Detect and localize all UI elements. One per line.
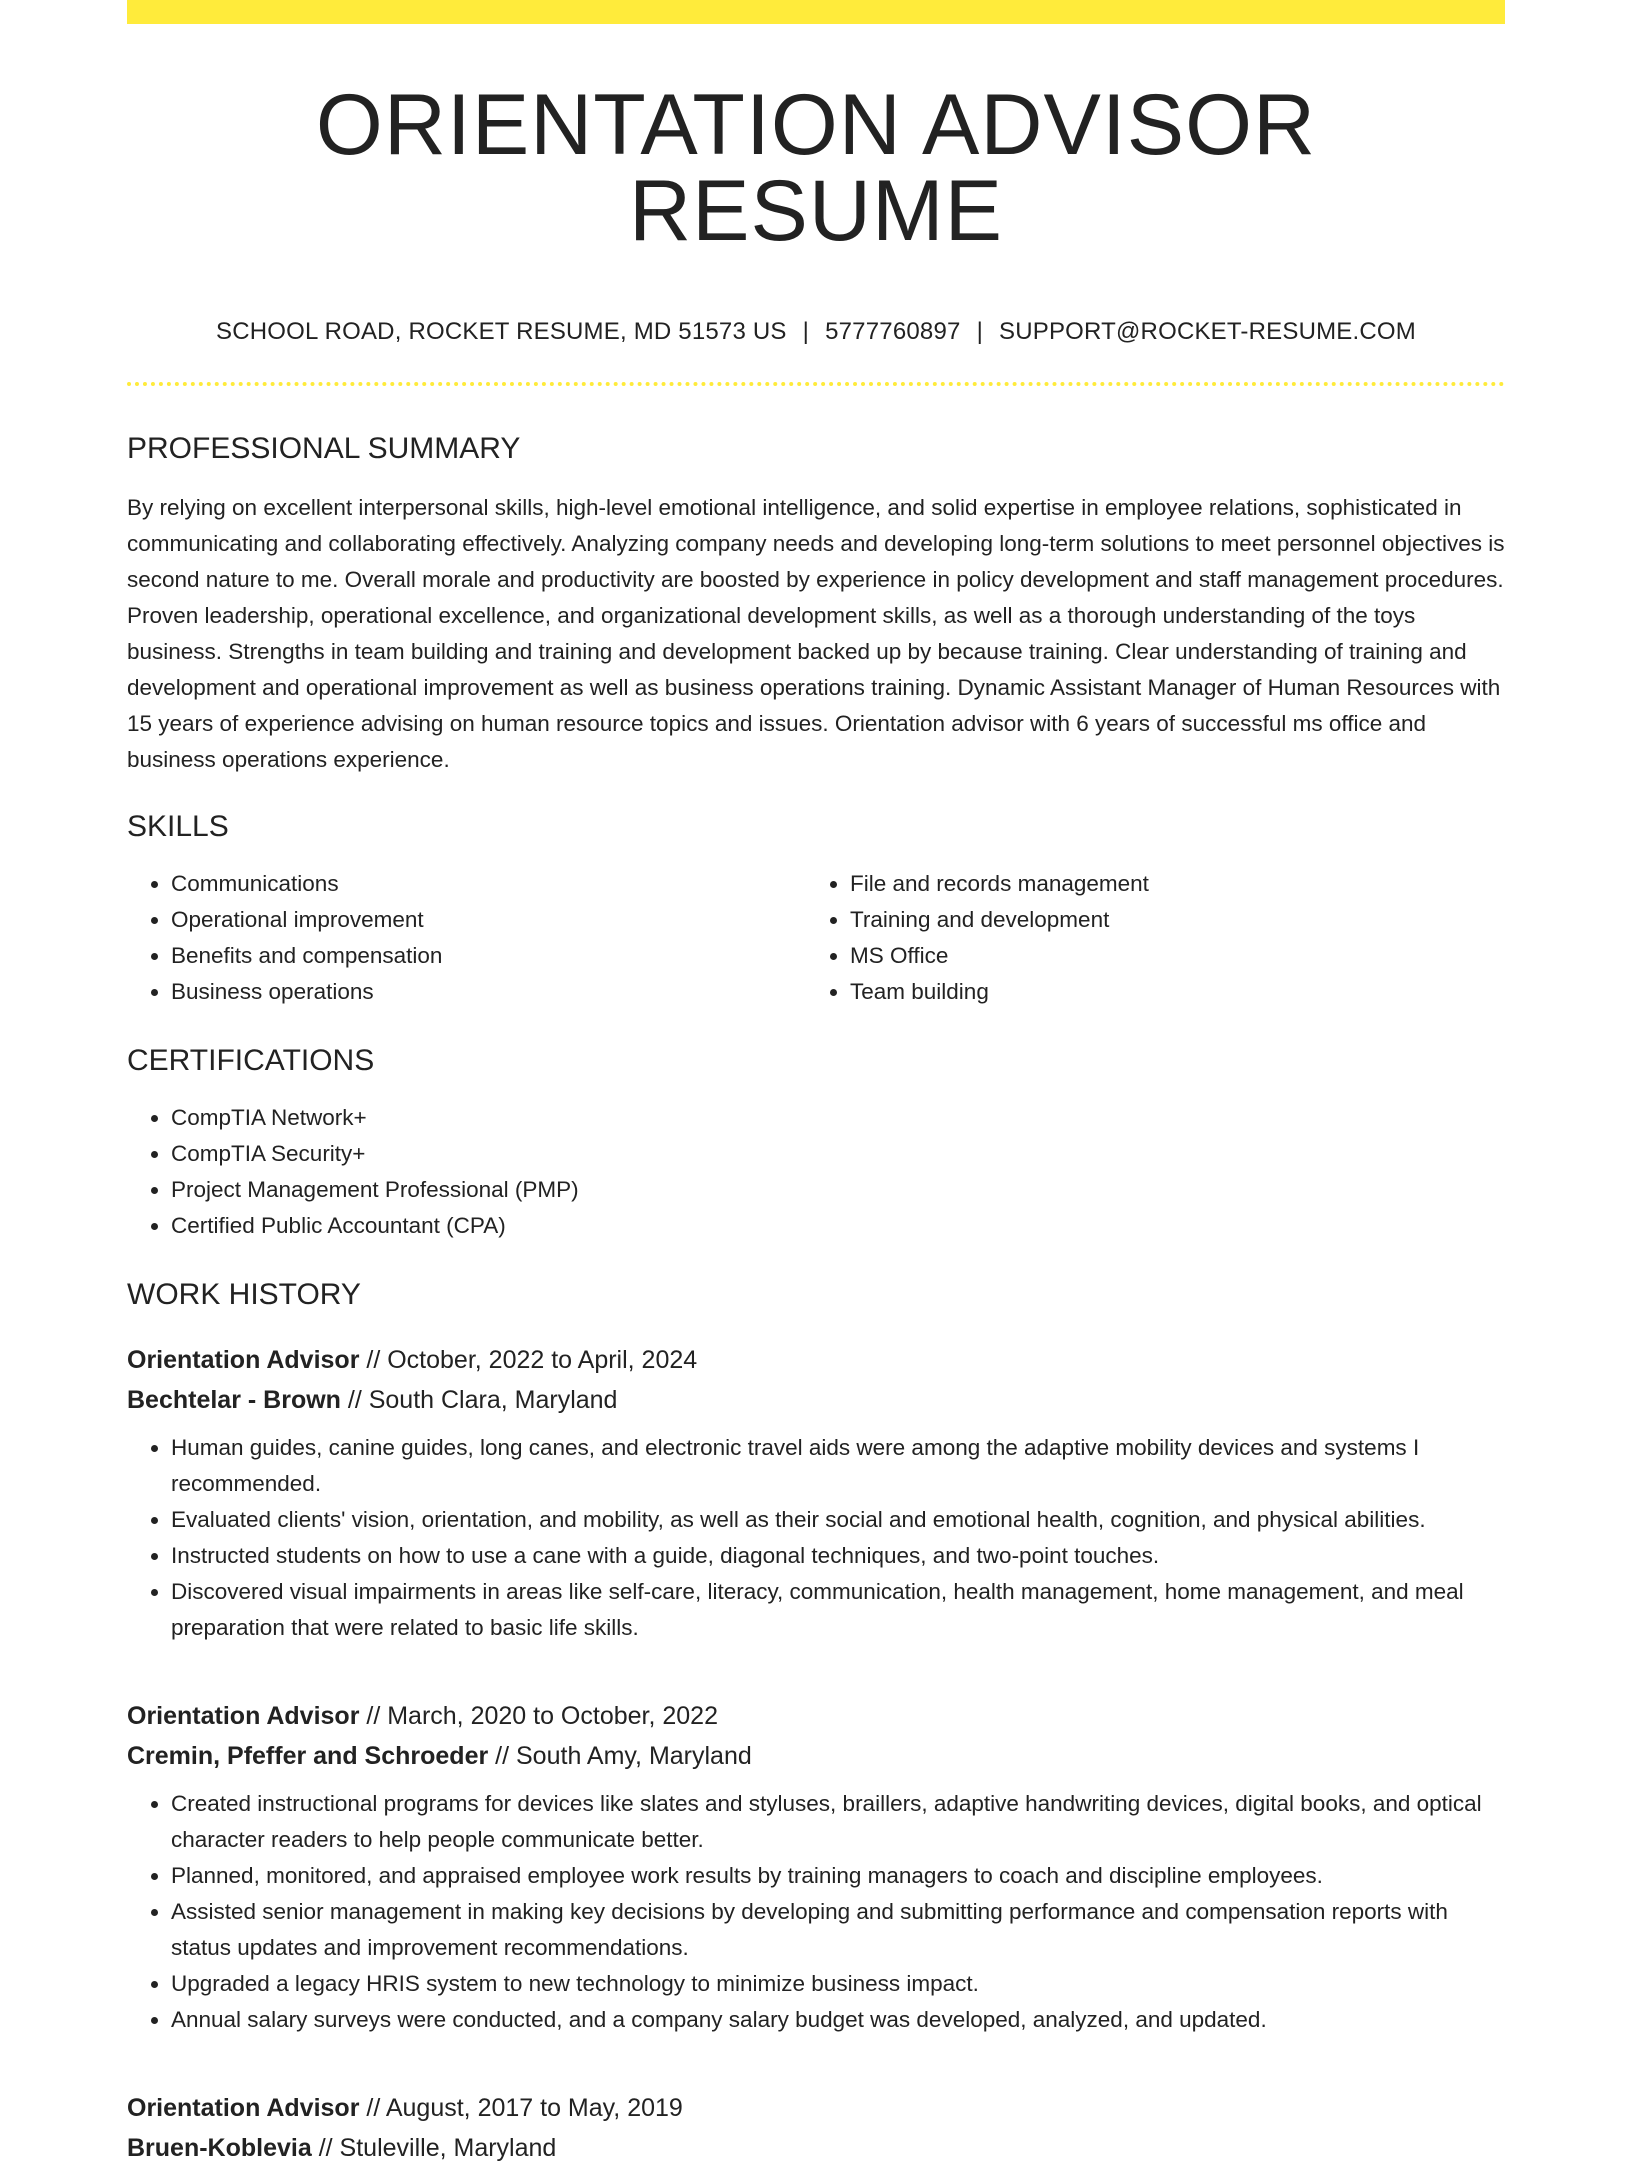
job-title: Orientation Advisor bbox=[127, 2094, 360, 2122]
summary-section bbox=[127, 434, 1505, 778]
skills-heading: SKILLS bbox=[127, 810, 229, 843]
skill-item: • Business operations bbox=[171, 974, 806, 1010]
job-title-line bbox=[127, 1340, 1505, 1380]
job-location: // South Clara, Maryland bbox=[347, 1386, 618, 1414]
job-location: // Stuleville, Maryland bbox=[318, 2134, 557, 2162]
job-bullet: • Created instructional programs for devices like slates and styluses, braillers, adaptive handwriting devices, digital books, and optical character readers to help people communicate better. bbox=[171, 1786, 1505, 1858]
certification-item: • Project Management Professional (PMP) bbox=[171, 1172, 1505, 1208]
skill-item: • Communications bbox=[171, 866, 806, 902]
job-entry bbox=[127, 2088, 1505, 2168]
job-bullet: • Upgraded a legacy HRIS system to new technology to minimize business impact. bbox=[171, 1966, 1505, 2002]
skills-column-left bbox=[127, 866, 806, 1010]
job-company-line bbox=[127, 2128, 1505, 2168]
job-entry bbox=[127, 1340, 1505, 1646]
job-company: Cremin, Pfeffer and Schroeder bbox=[127, 1742, 489, 1770]
job-company-line bbox=[127, 1380, 1505, 1420]
contact-line bbox=[127, 320, 1505, 344]
resume-page bbox=[127, 0, 1505, 2168]
skills-grid bbox=[127, 866, 1505, 1010]
certification-item: • Certified Public Accountant (CPA) bbox=[171, 1208, 1505, 1244]
job-bullets bbox=[127, 1786, 1505, 2038]
job-bullet: • Discovered visual impairments in areas like self-care, literacy, communication, health management, home management, and meal preparation that were related to basic life skills. bbox=[171, 1574, 1505, 1646]
job-bullet: • Instructed students on how to use a cane with a guide, diagonal techniques, and two-point touches. bbox=[171, 1538, 1505, 1574]
job-entry bbox=[127, 1696, 1505, 2038]
skill-item: • Operational improvement bbox=[171, 902, 806, 938]
contact-email: SUPPORT@ROCKET-RESUME.COM bbox=[999, 318, 1416, 345]
job-dates: // March, 2020 to October, 2022 bbox=[366, 1702, 718, 1730]
work-history-heading: WORK HISTORY bbox=[127, 1278, 361, 1311]
work-history-section bbox=[127, 1280, 1505, 2168]
certification-item: • CompTIA Security+ bbox=[171, 1136, 1505, 1172]
certifications-heading: CERTIFICATIONS bbox=[127, 1044, 375, 1077]
skill-item: • Team building bbox=[850, 974, 1485, 1010]
contact-address: SCHOOL ROAD, ROCKET RESUME, MD 51573 US bbox=[216, 318, 787, 345]
job-dates: // August, 2017 to May, 2019 bbox=[366, 2094, 683, 2122]
certifications-list bbox=[127, 1100, 1505, 1244]
job-bullet: • Evaluated clients' vision, orientation, and mobility, as well as their social and emotional health, cognition, and physical abilities. bbox=[171, 1502, 1505, 1538]
job-title-line bbox=[127, 2088, 1505, 2128]
job-company: Bruen-Koblevia bbox=[127, 2134, 312, 2162]
job-title: Orientation Advisor bbox=[127, 1346, 360, 1374]
contact-separator: | bbox=[802, 318, 810, 345]
certifications-section bbox=[127, 1046, 1505, 1244]
certification-item: • CompTIA Network+ bbox=[171, 1100, 1505, 1136]
job-bullet: • Annual salary surveys were conducted, and a company salary budget was developed, analyzed, and updated. bbox=[171, 2002, 1505, 2038]
skills-column-right bbox=[806, 866, 1485, 1010]
contact-separator: | bbox=[976, 318, 983, 345]
job-title-line bbox=[127, 1696, 1505, 1736]
job-location: // South Amy, Maryland bbox=[495, 1742, 752, 1770]
job-company: Bechtelar - Brown bbox=[127, 1386, 341, 1414]
skill-item: • Training and development bbox=[850, 902, 1485, 938]
job-company-line bbox=[127, 1736, 1505, 1776]
skill-item: • Benefits and compensation bbox=[171, 938, 806, 974]
header-divider bbox=[127, 382, 1505, 386]
job-bullets bbox=[127, 1430, 1505, 1646]
contact-phone: 5777760897 bbox=[825, 318, 961, 345]
job-bullet: • Planned, monitored, and appraised employee work results by training managers to coach and discipline employees. bbox=[171, 1858, 1505, 1894]
job-dates: // October, 2022 to April, 2024 bbox=[366, 1346, 698, 1374]
job-title: Orientation Advisor bbox=[127, 1702, 360, 1730]
skill-item: • MS Office bbox=[850, 938, 1485, 974]
top-accent-bar bbox=[127, 0, 1505, 24]
job-bullet: • Human guides, canine guides, long canes, and electronic travel aids were among the adaptive mobility devices and systems I recommended. bbox=[171, 1430, 1505, 1502]
page-title: ORIENTATION ADVISOR RESUME bbox=[315, 77, 1317, 259]
job-bullet: • Assisted senior management in making key decisions by developing and submitting performance and compensation reports with status updates and improvement recommendations. bbox=[171, 1894, 1505, 1966]
skill-item: • File and records management bbox=[850, 866, 1485, 902]
skills-section bbox=[127, 812, 1505, 1010]
summary-heading: PROFESSIONAL SUMMARY bbox=[127, 432, 521, 465]
summary-text: By relying on excellent interpersonal skills, high-level emotional intelligence, and solid expertise in employee relations, sophisticated in communicating and collaborating effectively. Analyzing company needs and developing long-term solutions to meet personnel objectives is second nature to me. Overall morale and productivity are boosted by experience in policy development and staff management procedures. Proven leadership, operational excellence, and organizational development skills, as well as a thorough understanding of the toys business. Strengths in team building and training and development backed up by because training. Clear understanding of training and development and operational improvement as well as business operations training. Dynamic Assistant Manager of Human Resources with 15 years of experience advising on human resource topics and issues. Orientation advisor with 6 years of successful ms office and business operations experience. bbox=[127, 495, 1505, 772]
